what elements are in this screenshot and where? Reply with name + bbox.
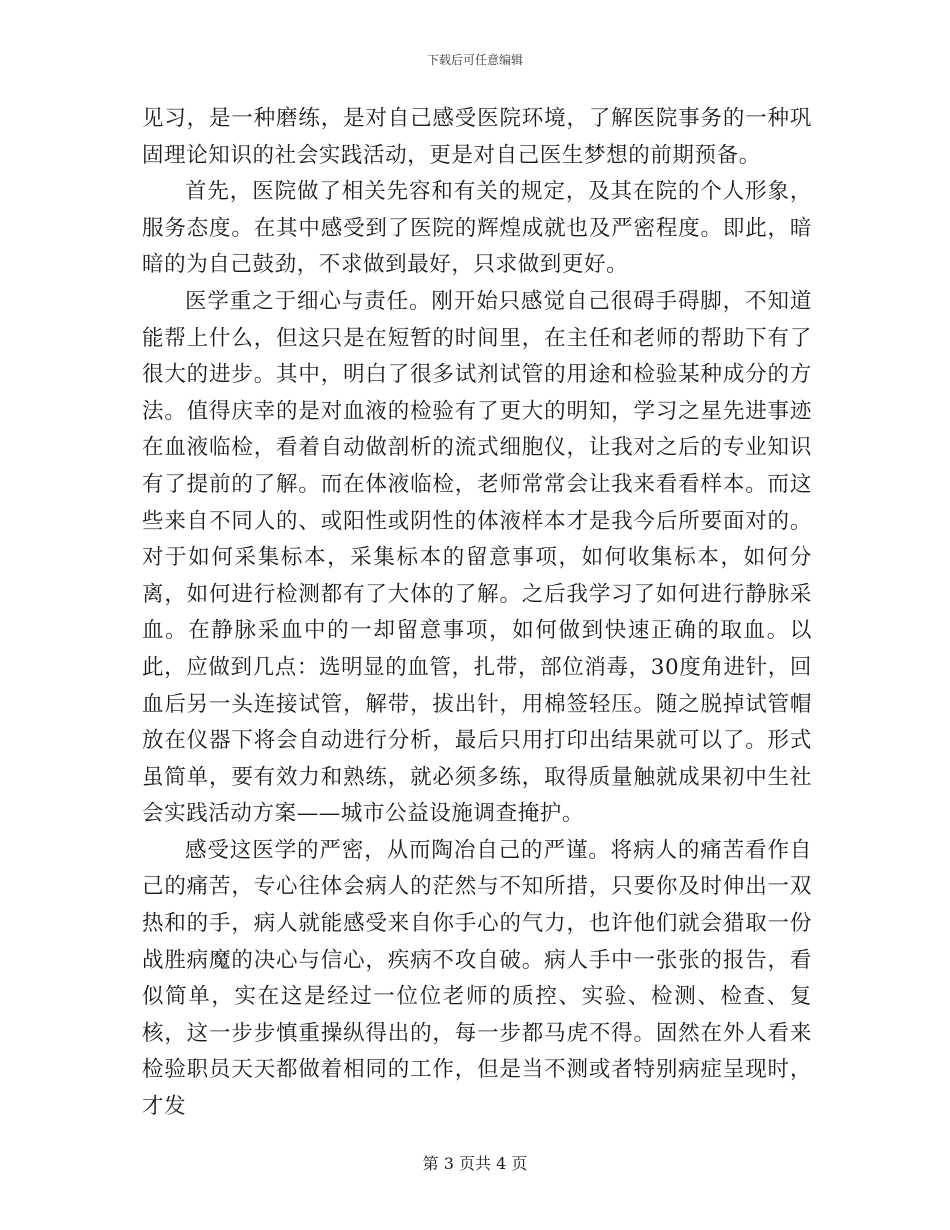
page-header: 下载后可任意编辑	[426, 53, 523, 67]
paragraph-1: 见习，是一种磨练，是对自己感受医院环境，了解医院事务的一种巩固理论知识的社会实践活动，更是对自己医生梦想的前期预备。	[142, 106, 812, 168]
document-body	[142, 101, 812, 1126]
page-number-footer: 第 3 页共 4 页	[422, 1154, 528, 1173]
paragraph-2: 首先，医院做了相关先容和有关的规定，及其在院的个人形象，服务态度。在其中感受到了医院的辉煌成就也及严密程度。即此，暗暗的为自己鼓劲，不求做到最好，只求做到更好。	[142, 179, 812, 278]
paragraph-3: 医学重之于细心与责任。刚开始只感觉自己很碍手碍脚，不知道能帮上什么，但这只是在短暂的时间里，在主任和老师的帮助下有了很大的进步。其中，明白了很多试剂试管的用途和检验某种成分的方法。值得庆幸的是对血液的检验有了更大的明知，学习之星先进事迹在血液临检，看着自动做剖析的流式细胞仪，让我对之后的专业知识有了提前的了解。而在体液临检，老师常常会让我来看看样本。而这些来自不同人的、或阳性或阴性的体液样本才是我今后所要面对的。对于如何采集标本，采集标本的留意事项，如何收集标本，如何分离，如何进行检测都有了大体的了解。之后我学习了如何进行静脉采血。在静脉采血中的一却留意事项，如何做到快速正确的取血。以此，应做到几点：选明显的血管，扎带，部位消毒，30度角进针，回血后另一头连接试管，解带，拔出针，用棉签轻压。随之脱掉试管帽放在仪器下将会自动进行分析，最后只用打印出结果就可以了。形式虽简单，要有效力和熟练，就必须多练，取得质量触就成果初中生社会实践活动方案——城市公益设施调查掩护。	[142, 288, 812, 827]
paragraph-4: 感受这医学的严密，从而陶冶自己的严谨。将病人的痛苦看作自己的痛苦，专心往体会病人的茫然与不知所措，只要你及时伸出一双热和的手，病人就能感受来自你手心的气力，也许他们就会猎取一份战胜病魔的决心与信心，疾病不攻自破。病人手中一张张的报告，看似简单，实在这是经过一位位老师的质控、实验、检测、检查、复核，这一步步慎重操纵得出的，每一步都马虎不得。固然在外人看来检验职员天天都做着相同的工作，但是当不测或者特别病症呈现时，才发	[142, 837, 812, 1120]
